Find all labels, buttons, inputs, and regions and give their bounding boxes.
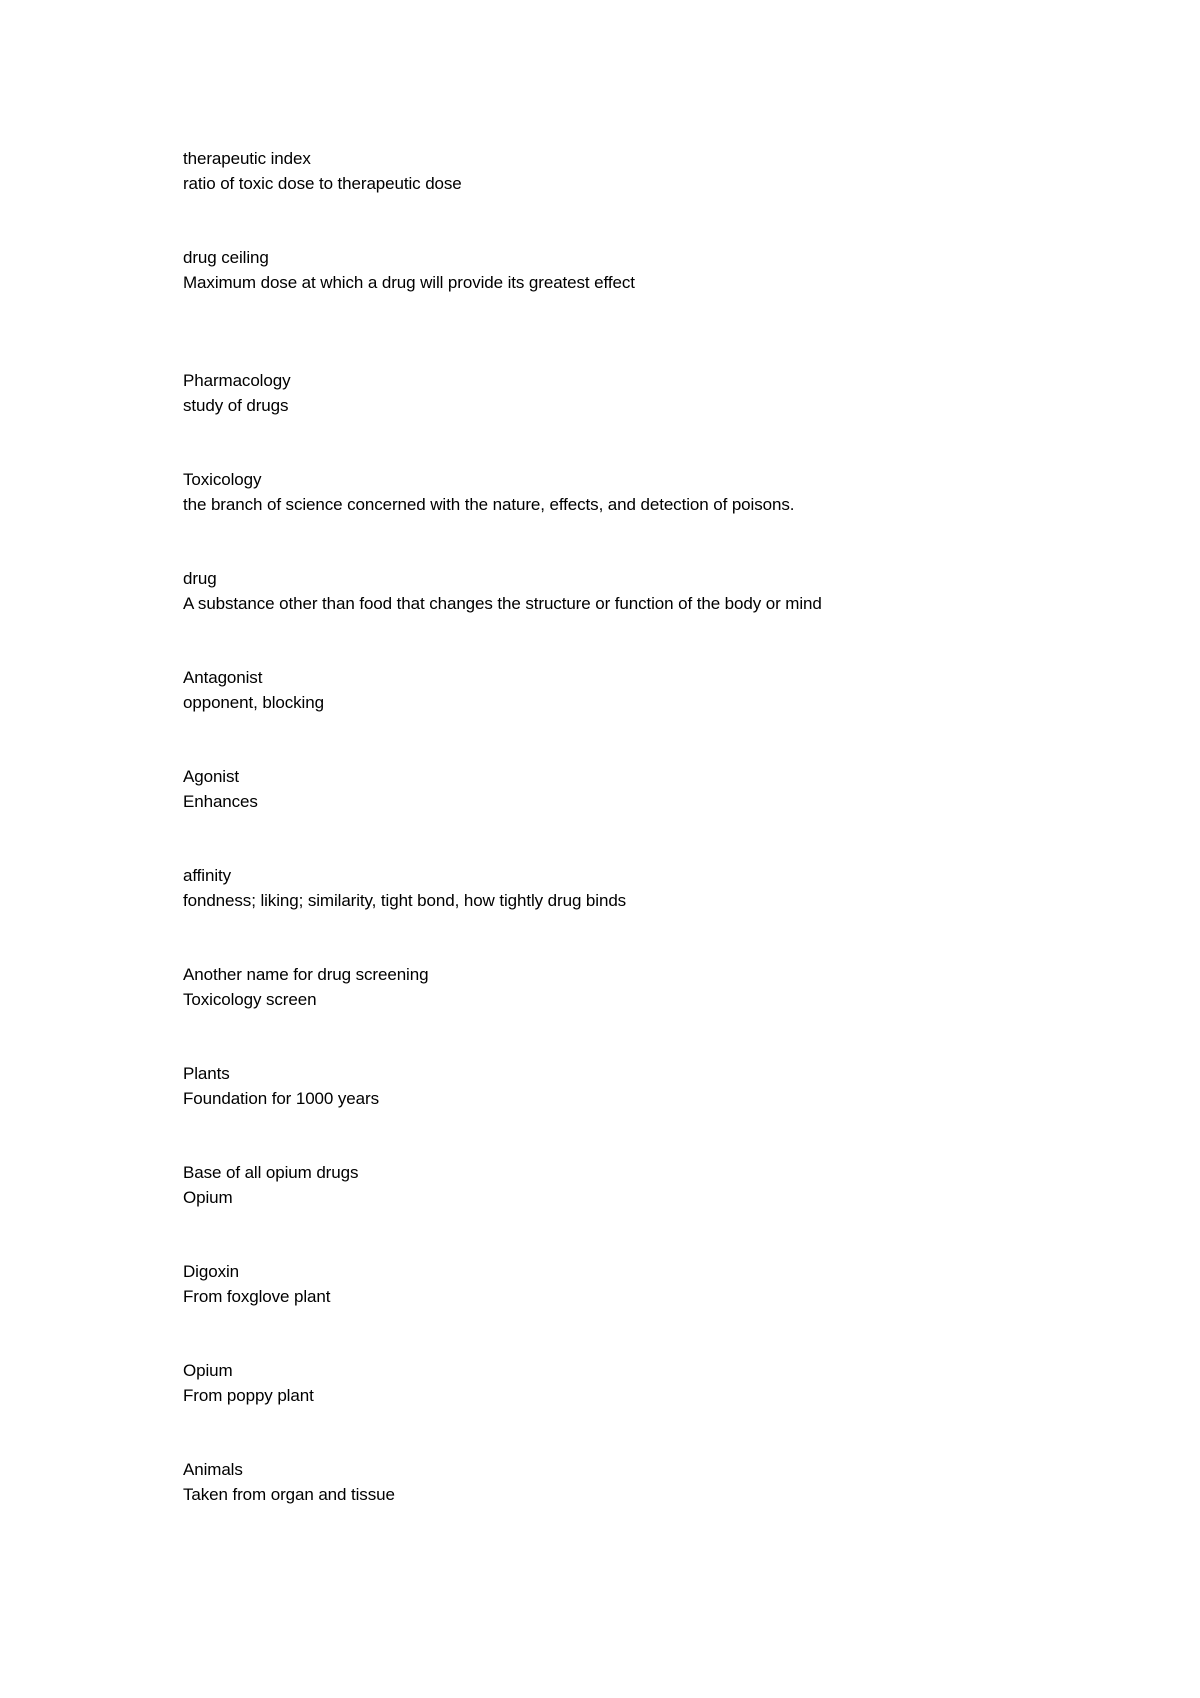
entry-term: Animals [183, 1460, 243, 1479]
entry-definition: From poppy plant [183, 1386, 314, 1405]
flashcard-entry [183, 467, 1083, 517]
flashcard-entry [183, 566, 1083, 616]
entry-term: therapeutic index [183, 149, 311, 168]
entry-definition: From foxglove plant [183, 1287, 331, 1306]
flashcard-entry [183, 1061, 1083, 1111]
entry-definition: Toxicology screen [183, 990, 317, 1009]
entry-term: Agonist [183, 767, 240, 786]
entry-term: Base of all opium drugs [183, 1163, 359, 1182]
flashcard-entry [183, 1358, 1083, 1408]
entry-definition: A substance other than food that changes the structure or function of the body or mind [183, 594, 822, 613]
entry-term: affinity [183, 866, 232, 885]
flashcard-entry [183, 665, 1083, 715]
entry-term: drug ceiling [183, 248, 269, 267]
entry-term: Toxicology [183, 470, 262, 489]
entry-definition: Taken from organ and tissue [183, 1485, 395, 1504]
entry-term: Pharmacology [183, 371, 291, 390]
entry-definition: opponent, blocking [183, 693, 324, 712]
entry-term: Antagonist [183, 668, 263, 687]
entry-term: Plants [183, 1064, 230, 1083]
entry-definition: Enhances [183, 792, 258, 811]
entry-definition: study of drugs [183, 396, 289, 415]
entry-term: Opium [183, 1361, 233, 1380]
flashcard-entry [183, 146, 1083, 196]
entry-term: Another name for drug screening [183, 965, 429, 984]
entry-definition: Maximum dose at which a drug will provide its greatest effect [183, 273, 635, 292]
flashcard-entry [183, 1457, 1083, 1507]
flashcard-entry [183, 1160, 1083, 1210]
entry-definition: the branch of science concerned with the nature, effects, and detection of poisons. [183, 495, 795, 514]
flashcard-entry [183, 863, 1083, 913]
entry-term: Digoxin [183, 1262, 239, 1281]
entry-definition: Foundation for 1000 years [183, 1089, 379, 1108]
entry-term: drug [183, 569, 217, 588]
entry-definition: Opium [183, 1188, 233, 1207]
flashcard-entry [183, 368, 1083, 418]
entry-definition: fondness; liking; similarity, tight bond, how tightly drug binds [183, 891, 627, 910]
flashcard-entry [183, 1259, 1083, 1309]
flashcard-entry [183, 764, 1083, 814]
flashcard-entry [183, 962, 1083, 1012]
flashcard-entry [183, 245, 1083, 295]
entry-definition: ratio of toxic dose to therapeutic dose [183, 174, 462, 193]
